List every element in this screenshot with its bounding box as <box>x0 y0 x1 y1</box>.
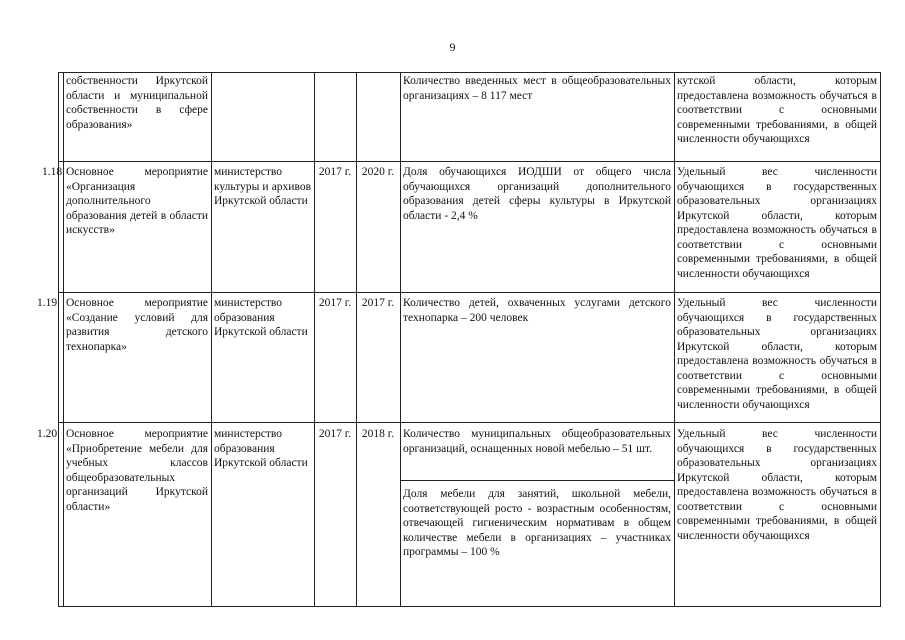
table-border-bottom <box>58 606 880 607</box>
table-row-1-start-year: 2017 г. <box>318 166 352 178</box>
program-activities-table <box>36 72 880 607</box>
table-row-3-number: 1.20 <box>36 428 58 440</box>
table-row-1-target: Удельный вес численности обучающихся в государственных образовательных организациях Иркутской области, которым предоставлена возможность обучаться в соответствии с основными современными требованиями, в общей численности обучающихся <box>677 166 877 280</box>
table-column-divider <box>211 72 212 607</box>
table-border-right <box>880 72 881 607</box>
table-row-2-start-year: 2017 г. <box>318 297 352 309</box>
table-row-0-name: собственности Иркутской области и муниципальной собственности в сфере образования» <box>66 75 208 131</box>
table-row-3-executor: министерство образования Иркутской области <box>214 428 308 469</box>
table-row-3-target: Удельный вес численности обучающихся в государственных образовательных организациях Иркутской области, которым предоставлена возможность обучаться в соответствии с основными современными требованиями, в общей численности обучающихся <box>677 428 877 542</box>
table-row-0-indicator: Количество введенных мест в общеобразовательных организациях – 8 117 мест <box>403 75 671 102</box>
table-border-left <box>58 72 59 607</box>
table-column-divider <box>314 72 315 607</box>
table-row-2-target: Удельный вес численности обучающихся в государственных образовательных организациях Иркутской области, которым предоставлена возможность обучаться в соответствии с основными современными требованиями, в общей численности обучающихся <box>677 297 877 411</box>
table-column-divider <box>356 72 357 607</box>
table-row-1-end-year: 2020 г. <box>361 166 395 178</box>
table-row-2-end-year: 2017 г. <box>361 297 395 309</box>
table-row-1-indicator: Доля обучающихся ИОДШИ от общего числа обучающихся организаций дополнительного образования детей сферы культуры в Иркутской области - 2,4 % <box>403 166 671 222</box>
table-row-3-end-year: 2018 г. <box>361 428 395 440</box>
table-row-divider <box>58 161 880 162</box>
table-row-1-name: Основное мероприятие «Организация дополнительного образования детей в области искусств» <box>66 166 208 236</box>
page-number: 9 <box>449 40 456 54</box>
table-row-1-number: 1.18 <box>41 166 63 178</box>
table-row-3-start-year: 2017 г. <box>318 428 352 440</box>
table-column-divider <box>63 72 64 607</box>
table-row-3-indicator-1: Количество муниципальных общеобразовательных организаций, оснащенных новой мебелью – 51 шт. <box>403 428 671 455</box>
table-row-3-name: Основное мероприятие «Приобретение мебели для учебных классов общеобразовательных организаций Иркутской области» <box>66 428 208 513</box>
table-row-divider <box>58 422 880 423</box>
table-row-3-indicator-2: Доля мебели для занятий, школьной мебели, соответствующей росто - возрастным особенностям, отвечающей гигиеническим нормативам в общем количестве мебели в организациях – участниках программы – 100 % <box>403 488 671 558</box>
table-row-2-indicator: Количество детей, охваченных услугами детского технопарка – 200 человек <box>403 297 671 324</box>
table-border-top <box>58 72 880 73</box>
table-row-2-number: 1.19 <box>36 297 58 309</box>
table-column-divider <box>674 72 675 607</box>
table-column-divider <box>400 72 401 607</box>
table-row-2-name: Основное мероприятие «Создание условий для развития детского технопарка» <box>66 297 208 353</box>
table-row-1-executor: министерство культуры и архивов Иркутской области <box>214 166 311 207</box>
table-row-0-target: кутской области, которым предоставлена возможность обучаться в соответствии с основными современными требованиями, в общей численности обучающихся <box>677 75 877 145</box>
table-row-2-executor: министерство образования Иркутской области <box>214 297 308 338</box>
indicator-subrow-divider <box>400 480 674 481</box>
table-row-divider <box>58 292 880 293</box>
